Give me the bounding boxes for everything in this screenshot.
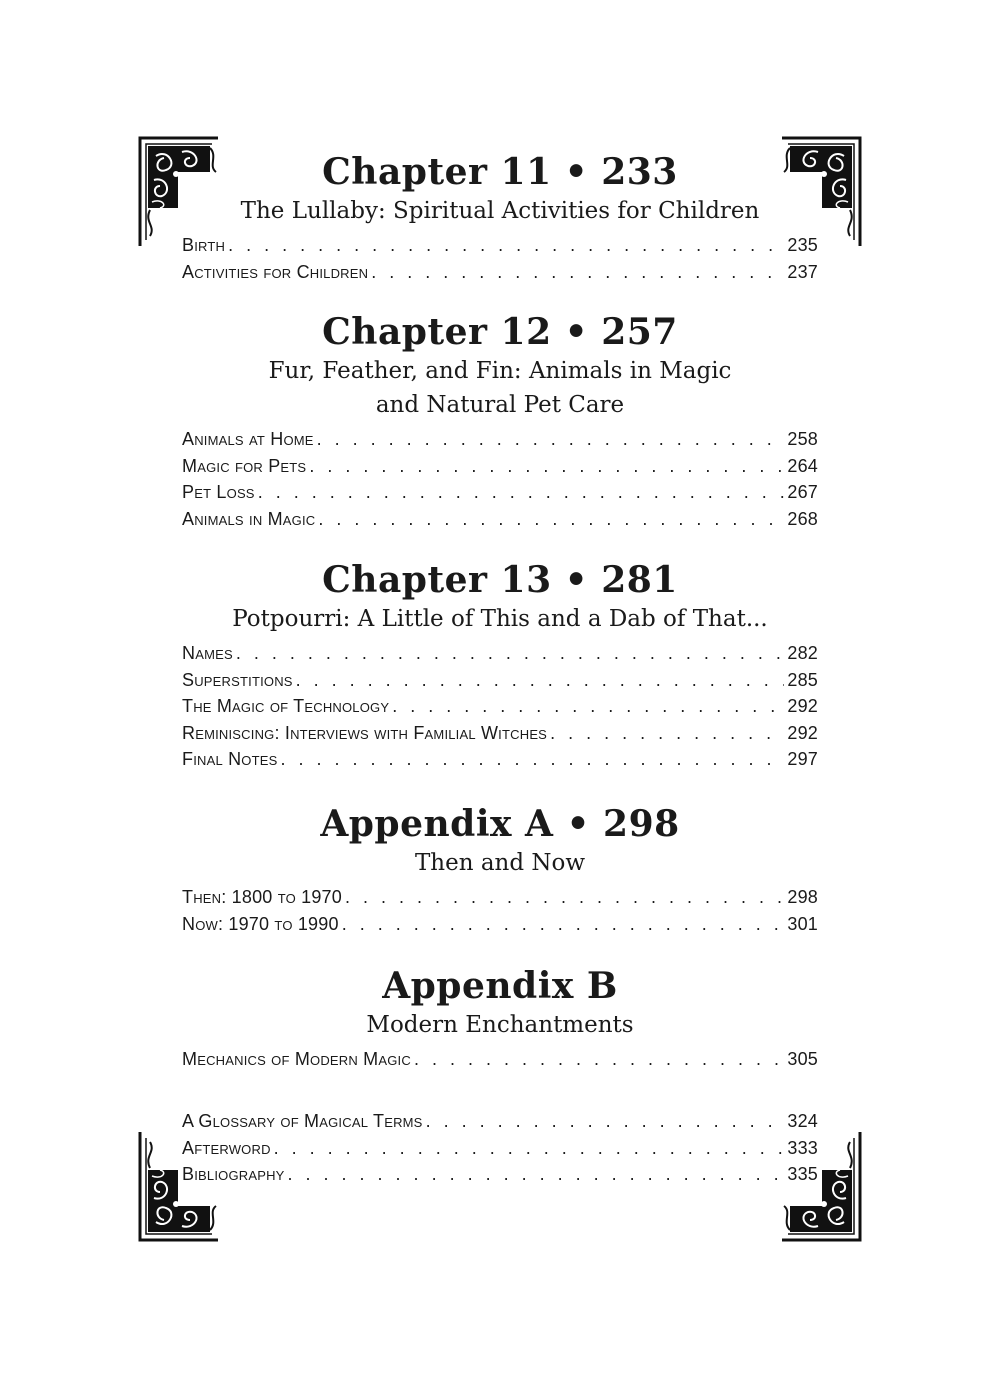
toc-entry[interactable] bbox=[182, 884, 818, 911]
entry-title: Final Notes bbox=[182, 749, 278, 770]
entry-title: Birth bbox=[182, 235, 226, 255]
dot-leader bbox=[550, 720, 784, 747]
entry-list bbox=[182, 426, 818, 532]
toc-entry[interactable] bbox=[182, 1135, 818, 1162]
entry-list bbox=[182, 1046, 818, 1073]
toc-entry[interactable] bbox=[182, 453, 818, 480]
toc-entry[interactable] bbox=[182, 426, 818, 453]
entry-title: Now: 1970 to 1990 bbox=[182, 913, 339, 934]
entry-page: 335 bbox=[787, 1164, 818, 1185]
toc-entry[interactable] bbox=[182, 1161, 818, 1188]
entry-page: 282 bbox=[787, 643, 818, 663]
toc-entry[interactable] bbox=[182, 479, 818, 506]
entry-page: 237 bbox=[787, 261, 818, 282]
entry-title: The Magic of Technology bbox=[182, 696, 390, 717]
toc-entry[interactable] bbox=[182, 232, 818, 259]
entry-title: Mechanics of Modern Magic bbox=[182, 1049, 411, 1069]
entry-page: 298 bbox=[787, 887, 818, 907]
entry-page: 268 bbox=[787, 508, 818, 529]
dot-leader bbox=[317, 426, 785, 453]
dot-leader bbox=[345, 884, 784, 911]
entry-page: 258 bbox=[787, 429, 818, 449]
entry-title: Bibliography bbox=[182, 1164, 285, 1185]
chapter-heading: Chapter 13 • 281 bbox=[322, 559, 678, 601]
entry-title: Superstitions bbox=[182, 669, 293, 690]
dot-leader bbox=[296, 667, 785, 694]
section-chapter-11 bbox=[182, 150, 818, 285]
entry-title: Pet Loss bbox=[182, 482, 255, 503]
entry-title: Reminiscing: Interviews with Familial Witches bbox=[182, 722, 548, 743]
toc-entry[interactable] bbox=[182, 693, 818, 720]
appendix-heading: Appendix A • 298 bbox=[320, 803, 680, 845]
appendix-heading: Appendix B bbox=[382, 965, 618, 1007]
toc-entry[interactable] bbox=[182, 506, 818, 533]
toc-entry[interactable] bbox=[182, 259, 818, 286]
toc-entry[interactable] bbox=[182, 640, 818, 667]
chapter-subtitle: Fur, Feather, and Fin: Animals in Magic bbox=[268, 358, 732, 384]
dot-leader bbox=[274, 1135, 785, 1162]
entry-page: 324 bbox=[787, 1111, 818, 1131]
entry-title: Afterword bbox=[182, 1137, 271, 1158]
toc-entry[interactable] bbox=[182, 746, 818, 773]
dot-leader bbox=[258, 479, 785, 506]
entry-title: Activities for Children bbox=[182, 261, 369, 282]
entry-page: 285 bbox=[787, 669, 818, 690]
chapter-heading: Chapter 12 • 257 bbox=[322, 311, 678, 353]
dot-leader bbox=[309, 453, 784, 480]
dot-leader bbox=[288, 1161, 785, 1188]
chapter-subtitle: The Lullaby: Spiritual Activities for Children bbox=[240, 198, 760, 224]
chapter-heading: Chapter 11 • 233 bbox=[322, 151, 678, 193]
entry-title: Animals in Magic bbox=[182, 508, 316, 529]
entry-page: 267 bbox=[787, 482, 818, 503]
entry-title: Magic for Pets bbox=[182, 455, 307, 476]
back-matter-list bbox=[182, 1108, 818, 1188]
entry-title: Names bbox=[182, 643, 233, 663]
dot-leader bbox=[228, 232, 784, 259]
entry-page: 301 bbox=[787, 913, 818, 934]
entry-list bbox=[182, 884, 818, 937]
toc-entry[interactable] bbox=[182, 1046, 818, 1073]
entry-title: Then: 1800 to 1970 bbox=[182, 887, 342, 907]
toc-entry[interactable] bbox=[182, 667, 818, 694]
appendix-subtitle: Modern Enchantments bbox=[366, 1012, 634, 1038]
dot-leader bbox=[371, 259, 784, 286]
entry-page: 292 bbox=[787, 696, 818, 717]
toc-entry[interactable] bbox=[182, 720, 818, 747]
dot-leader bbox=[236, 640, 785, 667]
toc-entry[interactable] bbox=[182, 1108, 818, 1135]
dot-leader bbox=[342, 911, 785, 938]
entry-list bbox=[182, 640, 818, 773]
entry-title: Animals at Home bbox=[182, 429, 314, 449]
entry-page: 333 bbox=[787, 1137, 818, 1158]
chapter-subtitle: and Natural Pet Care bbox=[375, 392, 625, 418]
dot-leader bbox=[281, 746, 785, 773]
entry-page: 305 bbox=[787, 1049, 818, 1069]
entry-page: 297 bbox=[787, 749, 818, 770]
chapter-subtitle: Potpourri: A Little of This and a Dab of That... bbox=[232, 606, 768, 632]
section-chapter-12 bbox=[182, 310, 818, 532]
section-appendix-b bbox=[182, 964, 818, 1073]
toc-entry[interactable] bbox=[182, 911, 818, 938]
entry-title: A Glossary of Magical Terms bbox=[182, 1111, 423, 1131]
entry-page: 235 bbox=[787, 235, 818, 255]
dot-leader bbox=[392, 693, 784, 720]
entry-page: 292 bbox=[787, 722, 818, 743]
entry-list bbox=[182, 232, 818, 285]
appendix-subtitle: Then and Now bbox=[414, 850, 586, 876]
section-chapter-13 bbox=[182, 558, 818, 773]
entry-page: 264 bbox=[787, 455, 818, 476]
dot-leader bbox=[414, 1046, 784, 1073]
dot-leader bbox=[318, 506, 784, 533]
dot-leader bbox=[426, 1108, 785, 1135]
section-appendix-a bbox=[182, 802, 818, 937]
